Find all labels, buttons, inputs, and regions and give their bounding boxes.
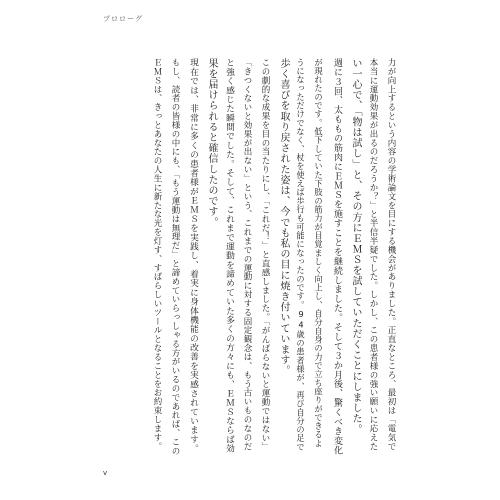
page-number: v xyxy=(103,469,108,477)
text-line: もし、読者の皆様の中にも、「もう運動は無理だ」と諦めていらっしゃる方がいるのであれば、この xyxy=(170,58,180,456)
running-head: プロローグ xyxy=(103,15,143,23)
text-line: この劇的な成果を目の当たりにし、「これだ！」と直感しました。「がんばらないと運動ではない」 xyxy=(260,58,270,452)
text-line: 力が向上するという内容の学術論文を目にする機会がありました。正直なところ、最初は「電気で xyxy=(386,58,396,451)
text-line: と強く感じた瞬間でした。そして、これまで運動を諦めていた多くの方々にも、ＥＭＳならば効 xyxy=(224,58,234,454)
text-line: 現在では、非常に多くの患者様がＥＭＳを実践し、着実に身体機能の改善を実感されています。 xyxy=(188,58,198,454)
text-line: 歩く喜びを取り戻された姿は、今でも私の目に焼き付いています。 xyxy=(278,58,289,376)
text-line: 週に３回、太ももの筋肉にＥＭＳを施すことを継続しました。そして３か月後、驚くべき変化 xyxy=(332,58,342,455)
text-line: うになっただけでなく、杖を使えば歩行も可能になったのです。94歳の患者様が、再び自分の足で xyxy=(296,58,306,452)
text-line: が現れたのです。低下していた下肢の筋力が目覚ましく向上し、自分自身の力で立ち座りができるよ xyxy=(314,58,324,448)
text-line: 「きつくないと効果が出ない」という、これまでの運動に対する固定観念は、もう古いものなのだ xyxy=(242,58,252,451)
text-line: ＥＭＳは、きっとあなたの人生に新たな光を灯す、すばらしいツールとなることをお約束します。 xyxy=(152,58,162,451)
text-line: 果を届けられると確信したのです。 xyxy=(206,58,217,228)
text-line: い一心で、「物は試し」と、その方にＥＭＳを試していただくことにしました。 xyxy=(350,58,361,435)
text-line: 本当に運動効果が出るのだろうか？」と半信半疑でした。しかし、この患者様の強い願いに応えた xyxy=(368,58,378,451)
